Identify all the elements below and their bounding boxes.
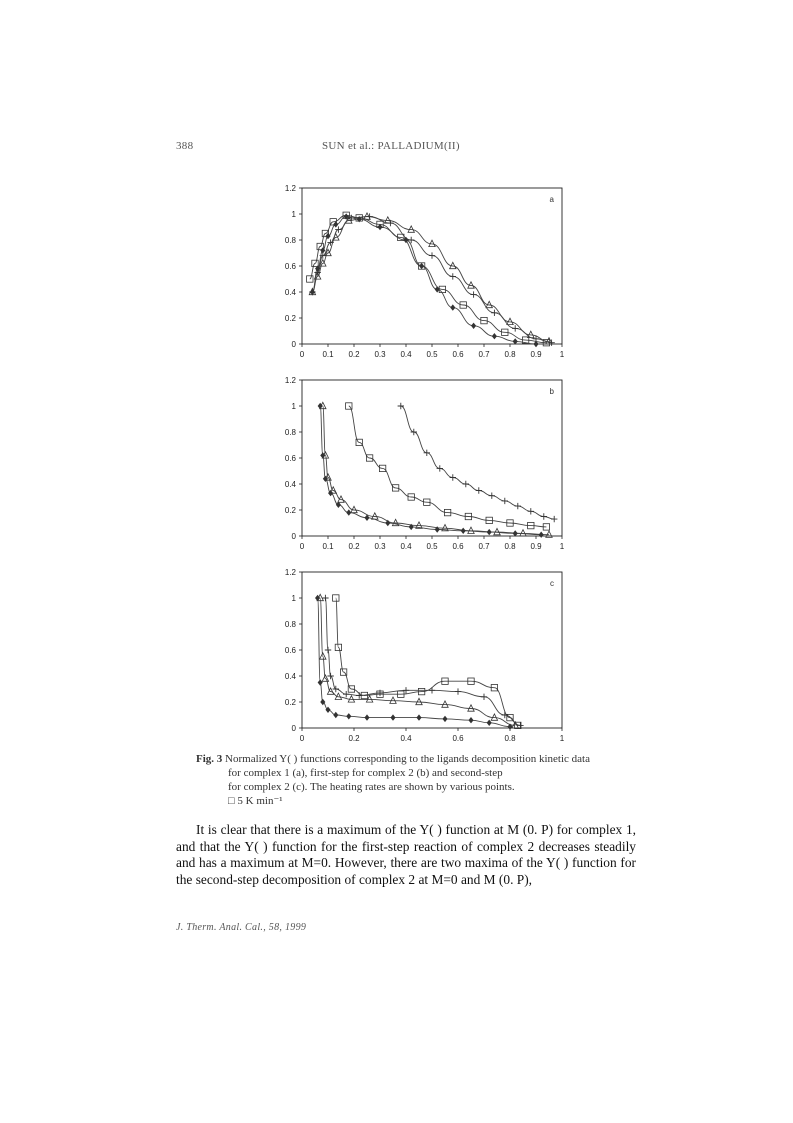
x-tick-label: 0.7 bbox=[478, 542, 490, 551]
data-point bbox=[520, 530, 526, 536]
data-point bbox=[528, 508, 534, 514]
x-tick-label: 0.9 bbox=[530, 350, 542, 359]
data-point bbox=[327, 673, 333, 679]
caption-line-3: for complex 2 (c). The heating rates are shown by various points. bbox=[228, 781, 515, 793]
caption-line-4: □ 5 K min⁻¹ bbox=[228, 795, 283, 807]
x-tick-label: 0.2 bbox=[348, 350, 360, 359]
series-line bbox=[318, 598, 510, 727]
y-tick-label: 1.2 bbox=[284, 376, 296, 385]
x-tick-label: 0.7 bbox=[478, 350, 490, 359]
data-point bbox=[333, 712, 338, 718]
x-tick-label: 0 bbox=[299, 542, 305, 551]
x-tick-label: 0.6 bbox=[452, 350, 464, 359]
series-line bbox=[325, 598, 520, 725]
x-tick-label: 0.4 bbox=[400, 542, 412, 551]
journal-footer: J. Therm. Anal. Cal., 58, 1999 bbox=[176, 922, 307, 933]
series-line bbox=[320, 598, 515, 725]
data-point bbox=[385, 520, 390, 526]
panel-label: c bbox=[550, 579, 554, 588]
data-point bbox=[424, 450, 430, 456]
page-number: 388 bbox=[176, 140, 194, 152]
data-point bbox=[491, 310, 497, 316]
series-diamond bbox=[318, 403, 544, 538]
data-point bbox=[489, 493, 495, 499]
y-tick-label: 0.2 bbox=[284, 314, 296, 323]
x-tick-label: 0.5 bbox=[426, 542, 438, 551]
y-tick-label: 0.4 bbox=[284, 288, 296, 297]
y-tick-label: 0 bbox=[291, 532, 296, 541]
running-title: SUN et al.: PALLADIUM(II) bbox=[322, 140, 460, 152]
y-tick-label: 1 bbox=[291, 594, 296, 603]
x-tick-label: 0.3 bbox=[374, 350, 386, 359]
y-tick-label: 1.2 bbox=[284, 184, 296, 193]
x-tick-label: 0.8 bbox=[504, 734, 516, 743]
series-line bbox=[312, 217, 549, 342]
chart-c bbox=[270, 564, 570, 754]
x-tick-label: 0.2 bbox=[348, 542, 360, 551]
y-tick-label: 0.2 bbox=[284, 506, 296, 515]
data-point bbox=[468, 527, 474, 533]
x-tick-label: 0.8 bbox=[504, 542, 516, 551]
data-point bbox=[450, 273, 456, 279]
series-line bbox=[312, 217, 536, 344]
x-tick-label: 0.1 bbox=[322, 542, 334, 551]
data-point bbox=[320, 653, 326, 659]
data-point bbox=[450, 474, 456, 480]
plot-frame bbox=[302, 188, 562, 344]
series-plus bbox=[322, 595, 523, 729]
data-point bbox=[507, 724, 512, 730]
caption-line-1 bbox=[196, 752, 636, 766]
data-point bbox=[325, 647, 331, 653]
y-tick-label: 1 bbox=[291, 402, 296, 411]
x-tick-label: 0.2 bbox=[348, 734, 360, 743]
data-point bbox=[442, 701, 448, 707]
x-tick-label: 1 bbox=[559, 350, 565, 359]
panel-label: b bbox=[549, 387, 554, 396]
data-point bbox=[318, 679, 323, 685]
series-line bbox=[310, 215, 547, 342]
data-point bbox=[390, 697, 396, 703]
caption-text-1: Normalized Y( ) functions corresponding to the ligands decomposition kinetic data bbox=[225, 753, 590, 765]
data-point bbox=[450, 304, 455, 310]
x-tick-label: 0.9 bbox=[530, 542, 542, 551]
data-point bbox=[461, 528, 466, 534]
data-point bbox=[476, 487, 482, 493]
caption-line-2: for complex 1 (a), first-step for complex 2 (b) and second-step bbox=[228, 767, 503, 779]
series-square bbox=[307, 212, 550, 346]
x-tick-label: 0 bbox=[299, 350, 305, 359]
body-paragraph: It is clear that there is a maximum of the Y( ) function at M (0. P) for complex 1, and that the Y( ) function for the first-step reaction of complex 2 decreases steadily and has a maximum at M=0. However, there are two maxima of the Y( ) function for the second-step decomposition of complex 2 at M=0 and M (0. P), bbox=[176, 822, 636, 887]
x-tick-label: 0.5 bbox=[426, 350, 438, 359]
plot-frame bbox=[302, 572, 562, 728]
data-point bbox=[429, 687, 435, 693]
chart-a bbox=[270, 180, 570, 370]
y-tick-label: 1.2 bbox=[284, 568, 296, 577]
data-point bbox=[437, 465, 443, 471]
data-point bbox=[429, 252, 435, 258]
y-tick-label: 0.4 bbox=[284, 672, 296, 681]
series-line bbox=[323, 406, 549, 535]
x-tick-label: 0.6 bbox=[452, 734, 464, 743]
data-point bbox=[455, 688, 461, 694]
y-tick-label: 0 bbox=[291, 340, 296, 349]
data-point bbox=[468, 717, 473, 723]
series-triangle bbox=[309, 213, 552, 344]
y-tick-label: 0.8 bbox=[284, 620, 296, 629]
data-point bbox=[419, 263, 424, 269]
data-point bbox=[307, 276, 313, 282]
series-diamond bbox=[315, 595, 513, 730]
x-tick-label: 0.6 bbox=[452, 542, 464, 551]
data-point bbox=[487, 529, 492, 535]
data-point bbox=[492, 333, 497, 339]
y-tick-label: 0.8 bbox=[284, 428, 296, 437]
data-point bbox=[416, 714, 421, 720]
data-point bbox=[494, 528, 500, 534]
x-tick-label: 0.8 bbox=[504, 350, 516, 359]
data-point bbox=[502, 498, 508, 504]
data-point bbox=[442, 716, 447, 722]
data-point bbox=[481, 694, 487, 700]
series-square bbox=[333, 595, 521, 729]
y-tick-label: 0 bbox=[291, 724, 296, 733]
data-point bbox=[512, 325, 518, 331]
chart-panel-b bbox=[270, 372, 570, 562]
chart-b bbox=[270, 372, 570, 562]
x-tick-label: 0 bbox=[299, 734, 305, 743]
figure-caption bbox=[196, 752, 636, 808]
x-tick-label: 0.4 bbox=[400, 350, 412, 359]
y-tick-label: 0.8 bbox=[284, 236, 296, 245]
x-tick-label: 1 bbox=[559, 542, 565, 551]
x-tick-label: 0.3 bbox=[374, 542, 386, 551]
y-tick-label: 0.6 bbox=[284, 262, 296, 271]
series-square bbox=[346, 403, 550, 530]
series-plus bbox=[398, 403, 558, 523]
body-text bbox=[176, 822, 636, 888]
x-tick-label: 0.4 bbox=[400, 734, 412, 743]
y-tick-label: 0.6 bbox=[284, 646, 296, 655]
data-point bbox=[390, 714, 395, 720]
data-point bbox=[416, 698, 422, 704]
data-point bbox=[470, 291, 476, 297]
x-tick-label: 0.1 bbox=[322, 350, 334, 359]
data-point bbox=[551, 516, 557, 522]
series-triangle bbox=[317, 594, 518, 728]
chart-panel-a bbox=[270, 180, 570, 370]
series-line bbox=[336, 598, 518, 725]
data-point bbox=[346, 713, 351, 719]
data-point bbox=[541, 513, 547, 519]
data-point bbox=[364, 714, 369, 720]
data-point bbox=[471, 323, 476, 329]
panel-label: a bbox=[549, 195, 554, 204]
data-point bbox=[338, 496, 344, 502]
series-line bbox=[349, 406, 547, 527]
x-tick-label: 1 bbox=[559, 734, 565, 743]
data-point bbox=[333, 686, 339, 692]
y-tick-label: 0.6 bbox=[284, 454, 296, 463]
data-point bbox=[333, 595, 339, 601]
caption-label: Fig. 3 bbox=[196, 753, 223, 765]
data-point bbox=[539, 532, 544, 538]
series-diamond bbox=[310, 213, 539, 347]
y-tick-label: 0.4 bbox=[284, 480, 296, 489]
data-point bbox=[346, 509, 351, 515]
series-triangle bbox=[320, 402, 553, 537]
series-line bbox=[320, 406, 541, 535]
chart-panel-c bbox=[270, 564, 570, 754]
data-point bbox=[515, 503, 521, 509]
data-point bbox=[463, 481, 469, 487]
y-tick-label: 0.2 bbox=[284, 698, 296, 707]
y-tick-label: 1 bbox=[291, 210, 296, 219]
